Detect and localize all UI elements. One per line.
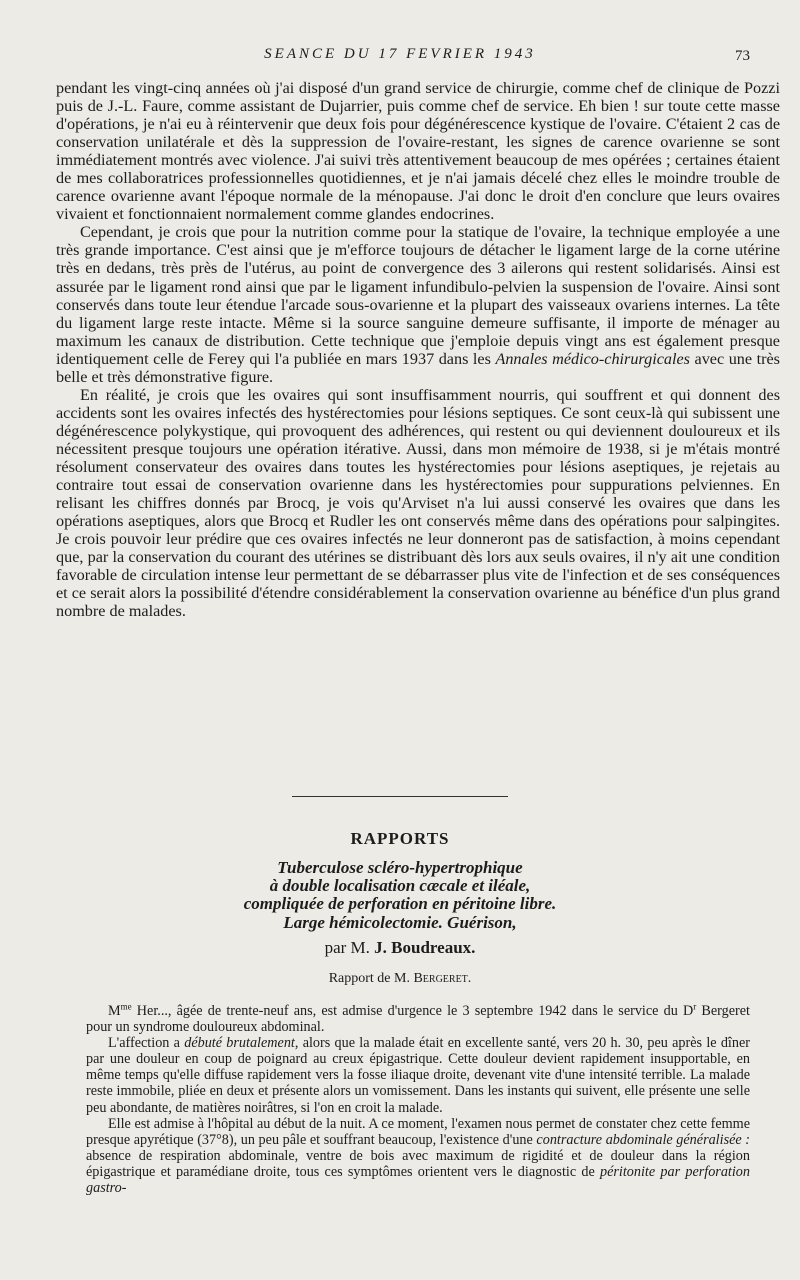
superscript: r [693,1001,697,1012]
emphasis: contracture abdominale généralisée : [536,1131,751,1148]
running-head [0,46,800,70]
text-run: L'affection a [108,1035,185,1052]
text-run: M [108,1003,121,1019]
journal-title: Annales médico-chirurgicales [495,349,690,368]
superscript: me [120,1001,132,1012]
emphasis: débuté brutalement [184,1035,295,1052]
author-line [0,938,800,958]
report-paragraph [86,1003,750,1035]
article-title-line: à double localisation cæcale et iléale, [269,876,531,896]
report-by-prefix: Rapport de M. [328,971,414,986]
author-prefix: par M. [324,938,375,957]
text-run: Bergeret pour un syndrome douloureux abdominal. [86,1003,750,1036]
text-run: , alors que la malade était en excellente santé, vers 20 h. 30, peu après le dîner par une douleur en coup de poignard au creux épigastrique. Cette douleur devient rapidement insupportable, en même temps qu'elle diffuse rapidement vers la fosse iliaque droite, devenant vite d'une intensité terrible. La malade reste immobile, pliée en deux et présente alors un vomissement. Dans les instants qui suivent, elle présente une selle peu abondante, de matières noirâtres, si l'on en croit la malade. [86,1035,750,1116]
text-run: En réalité, je crois que les ovaires qui sont insuffisamment nourris, qui souffrent et qui donnent des accidents sont les ovaires infectés des hystérectomies pour lésions septiques. Ce sont ceux-là qui subissent une dégénérescence polykystique, qui provoquent des adhérences, qui restent ou qui deviennent douloureux et ils nécessitent presque toujours une opération itérative. Aussi, dans mon mémoire de 1938, si je m'étais montré résolument conservateur des ovaires dans toutes les hystérectomies pour lésions aseptiques, je rejetais au contraire tout essai de conservation ovarienne dans les hystérectomies pour suppurations pelviennes. En relisant les chiffres donnés par Brocq, je vois qu'Arviset n'a lui aussi conservé les ovaires que dans les opérations aseptiques, alors que Brocq et Rudler les ont conservés même dans des opérations pour salpingites. Je crois pouvoir leur prédire que ces ovaires infectés ne leur donneront pas de satisfaction, à moins cependant que, par la conservation du courant des utérines se distribuant dès lors aux seuls ovaires, il n'y ait une condition favorable de circulation intense leur permettant de se débarrasser plus vite de l'infection et de ses conséquences et ce serait alors la possibilité d'étendre considérablement la conservation ovarienne au bénéfice d'un plus grand nombre de malades. [56,385,780,621]
reporter-name: Bergeret. [413,971,472,986]
report-by-line [0,971,800,987]
article-title-line: Large hémicolectomie. Guérison, [283,912,517,932]
article-title-line: compliquée de perforation en péritoine libre. [243,894,557,914]
body-paragraph [56,79,780,223]
body-paragraph [56,386,780,621]
section-divider [292,796,508,797]
body-paragraph [56,223,780,385]
text-run: Elle est admise à l'hôpital au début de la nuit. A ce moment, l'examen nous permet de constater chez cette femme presque apyrétique (37°8), un peu pâle et souffrant beaucoup, l'existence d'une [86,1115,750,1148]
text-run: absence de respiration abdominale, ventre de bois avec maximum de rigidité et de douleur dans la région épigastrique et paramédiane droite, tous ces symptômes orientent vers le diagnostic de [86,1147,750,1180]
article-title [0,859,800,932]
main-text [56,79,780,620]
text-run: pendant les vingt-cinq années où j'ai disposé d'un grand service de chirurgie, comme chef de clinique de Pozzi puis de J.-L. Faure, comme assistant de Dujarrier, puis comme chef de service. Eh bien ! sur toute cette masse d'opérations, je n'ai eu à réintervenir que deux fois pour dégénérescence kystique de l'ovaire. C'étaient 2 cas de conservation unilatérale et dès la suppression de l'ovaire-restant, les signes de carence ovarienne se sont immédiatement montrés avec violence. J'ai suivi très attentivement beaucoup de mes opérées ; certaines étaient de mes collaboratrices professionnelles quotidiennes, et je n'ai jamais décelé chez elles le moindre trouble de carence ovarienne avant l'époque normale de la ménopause. J'ai donc le droit d'en conclure que leurs ovaires vivaient et fonctionnaient normalement comme glandes endocrines. [56,79,780,224]
page-number: 73 [735,48,750,64]
text-run: Her..., âgée de trente-neuf ans, est admise d'urgence le 3 septembre 1942 dans le service du D [131,1003,694,1019]
text-run: avec une très belle et très démonstrative figure. [56,349,780,386]
section-heading: RAPPORTS [350,829,450,848]
report-text [86,1003,750,1196]
report-paragraph [86,1035,750,1115]
article-title-line: Tuberculose scléro-hypertrophique [277,858,523,877]
emphasis: péritonite par perforation gastro- [86,1163,750,1197]
text-run: Cependant, je crois que pour la nutrition comme pour la statique de l'ovaire, la technique employée a une très grande importance. C'est ainsi que je m'efforce toujours de détacher le ligament large de la corne utérine très en dedans, très près de l'utérus, au point de convergence des 3 ailerons qui restent solidarisés. Ainsi est assurée par le ligament rond ainsi que par le ligament infundibulo-pelvien la suspension de l'ovaire. Ainsi sont conservés dans toute leur étendue l'arcade sous-ovarienne et la plupart des vaisseaux ovariens internes. La tête du ligament large reste intacte. Même si la source sanguine demeure suffisante, il importe de ménager au maximum les canaux de distribution. Cette technique que j'emploie depuis vingt ans est également presque identiquement celle de Ferey qui l'a publiée en mars 1937 dans les [56,223,780,368]
report-paragraph [86,1116,750,1196]
running-title: SEANCE DU 17 FEVRIER 1943 [264,46,536,62]
author-name: J. Boudreaux. [374,938,476,957]
